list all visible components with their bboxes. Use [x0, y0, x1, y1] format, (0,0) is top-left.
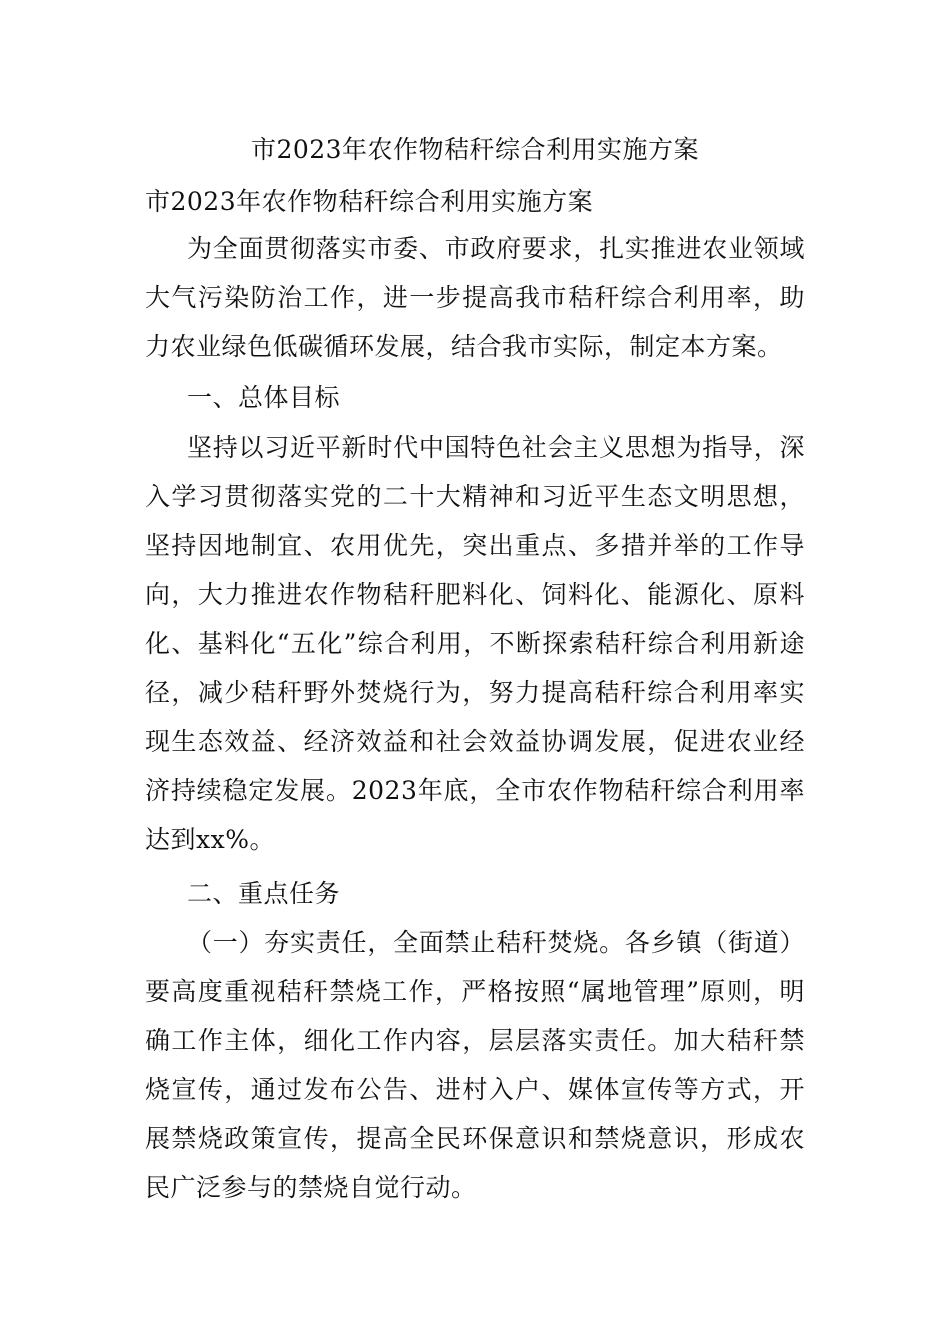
goals-paragraph: 坚持以习近平新时代中国特色社会主义思想为指导，深入学习贯彻落实党的二十大精神和习近平生态文明思想，坚持因地制宜、农用优先，突出重点、多措并举的工作导向，大力推进农作物秸秆肥料化、饲料化、能源化、原料化、基料化“五化”综合利用，不断探索秸秆综合利用新途径，减少秸秆野外焚烧行为，努力提高秸秆综合利用率实现生态效益、经济效益和社会效益协调发展，促进农业经济持续稳定发展。2023年底，全市农作物秸秆综合利用率达到xx%。: [145, 433, 805, 854]
intro-paragraph: 为全面贯彻落实市委、市政府要求，扎实推进农业领域大气污染防治工作，进一步提高我市秸秆综合利用率，助力农业绿色低碳循环发展，结合我市实际，制定本方案。: [145, 234, 805, 361]
section-heading-tasks: 二、重点任务: [187, 879, 341, 908]
document-subtitle: 市2023年农作物秸秆综合利用实施方案: [145, 187, 594, 216]
document-title: 市2023年农作物秸秆综合利用实施方案: [250, 135, 700, 164]
section-heading-goals: 一、总体目标: [187, 383, 341, 412]
task-item-paragraph: （一）夯实责任，全面禁止秸秆焚烧。各乡镇（街道）要高度重视秸秆禁烧工作，严格按照“属地管理”原则，明确工作主体，细化工作内容，层层落实责任。加大秸秆禁烧宣传，通过发布公告、进村入户、媒体宣传等方式，开展禁烧政策宣传，提高全民环保意识和禁烧意识，形成农民广泛参与的禁烧自觉行动。: [145, 928, 805, 1202]
